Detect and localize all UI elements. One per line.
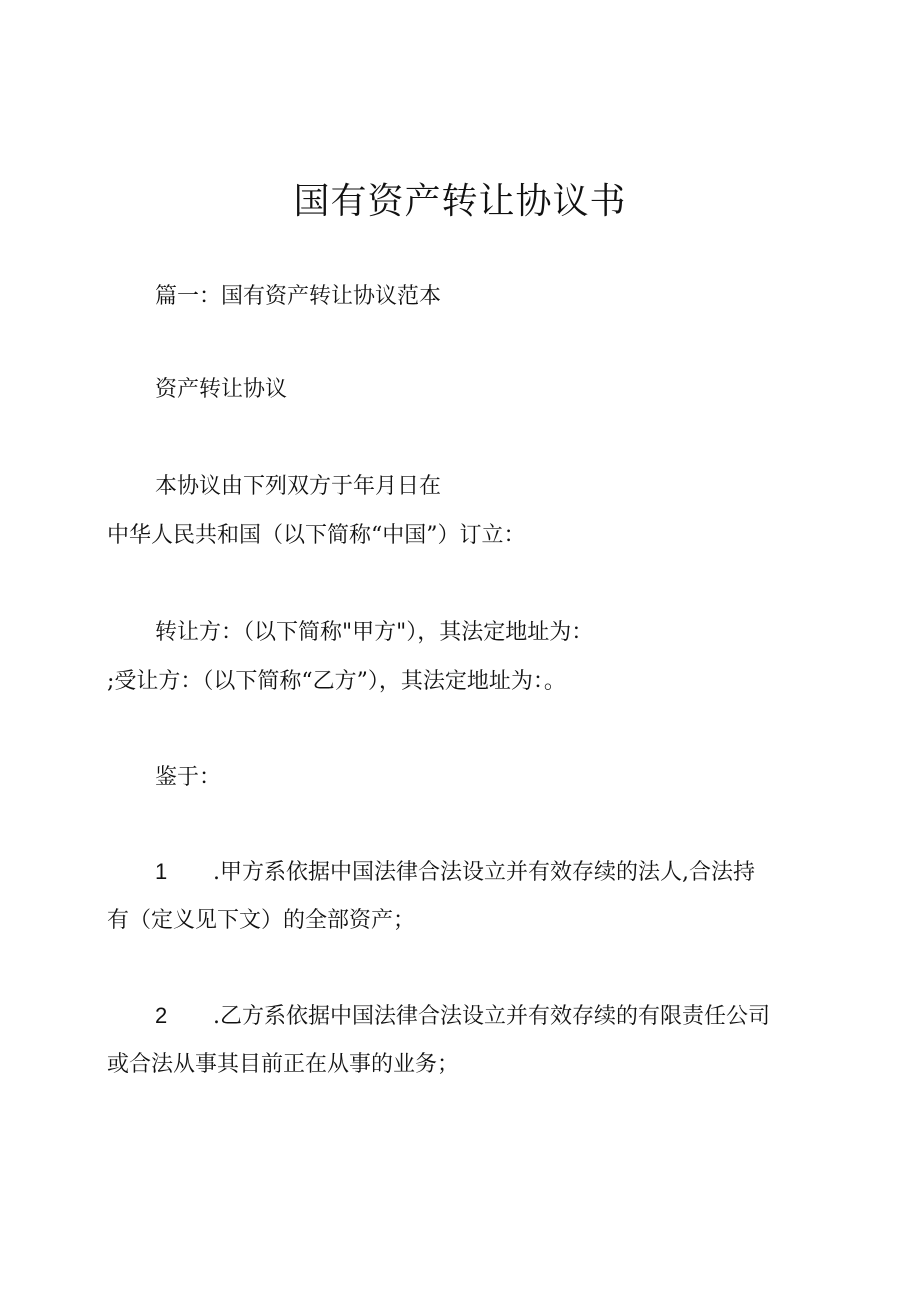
intro-paragraph-line-2: 中华人民共和国（以下简称“中国”）订立： (107, 523, 526, 548)
list-item-2-line-2: 或合法从事其目前正在从事的业务； (107, 1052, 460, 1077)
agreement-subtitle: 资产转让协议 (155, 377, 288, 402)
section-heading: 篇一：国有资产转让协议范本 (155, 284, 442, 309)
intro-paragraph-line-1: 本协议由下列双方于年月日在 (155, 474, 442, 499)
list-item-1-line-2: 有（定义见下文）的全部资产； (107, 908, 416, 933)
list-item-2-line-1 (155, 1001, 770, 1032)
list-item-number: 2 (155, 1003, 168, 1028)
whereas-heading: 鉴于： (155, 765, 222, 790)
list-item-text: .甲方系依据中国法律合法设立并有效存续的法人,合法持 (213, 860, 755, 885)
list-item-1-line-1 (155, 857, 755, 888)
list-item-text: .乙方系依据中国法律合法设立并有效存续的有限责任公司 (213, 1004, 770, 1029)
list-item-number: 1 (155, 859, 168, 884)
document-title: 国有资产转让协议书 (293, 181, 627, 222)
transferee-clause: ;受让方：（以下简称“乙方”），其法定地址为：。 (107, 669, 566, 694)
transferor-clause: 转让方：（以下简称"甲方"），其法定地址为： (155, 620, 594, 645)
